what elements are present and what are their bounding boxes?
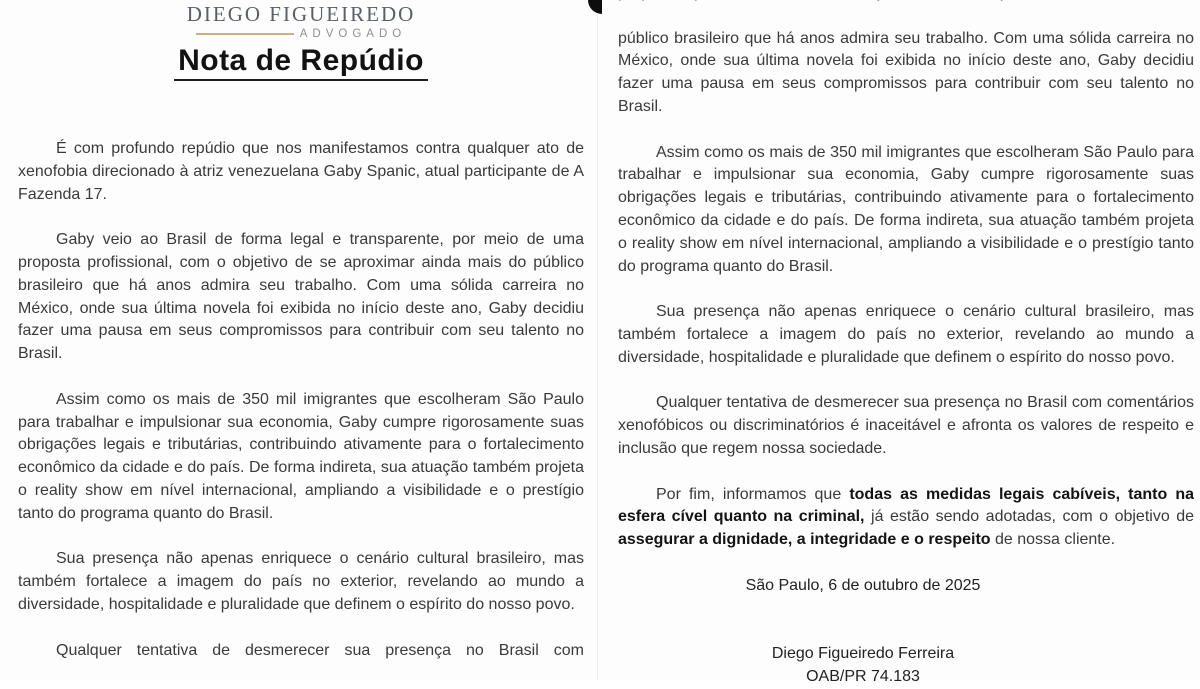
- date-line: São Paulo, 6 de outubro de 2025: [745, 576, 981, 594]
- law-firm-name: DIEGO FIGUEIREDO: [186, 2, 416, 26]
- closing-block: [618, 575, 1108, 689]
- gold-divider-line: [196, 33, 294, 35]
- paragraph: público brasileiro que há anos admira seu trabalho. Com uma sólida carreira no México, onde sua última novela foi exibida no início deste ano, Gaby decidiu fazer uma pausa em seus compromissos para contribuir com seu talento no Brasil.: [618, 29, 1194, 115]
- paragraph: É com profundo repúdio que nos manifestamos contra qualquer ato de xenofobia direcionado à atriz venezuelana Gaby Spanic, atual participante de A Fazenda 17.: [18, 140, 584, 203]
- clipped-paragraph-start: Qualquer tentativa de desmerecer sua presença no Brasil com: [56, 641, 584, 659]
- letterhead: [18, 2, 584, 81]
- paragraph: Qualquer tentativa de desmerecer sua presença no Brasil com comentários xenofóbicos ou discriminatórios é inaceitável e afronta os valores de respeito e inclusão que regem nossa sociedade.: [618, 394, 1194, 457]
- right-text-column: [618, 0, 1194, 689]
- right-paragraphs: [618, 28, 1194, 552]
- paragraph: Sua presença não apenas enriquece o cenário cultural brasileiro, mas também fortalece a imagem do país no exterior, revelando ao mundo a diversidade, hospitalidade e pluralidade que definem o espírito do nosso povo.: [18, 550, 584, 613]
- paragraph: Assim como os mais de 350 mil imigrantes que escolheram São Paulo para trabalhar e impulsionar sua economia, Gaby cumpre rigorosamente suas obrigações legais e tributárias, contribuindo ativamente para o fortalecimento econômico da cidade e do país. De forma indireta, sua atuação também projeta o reality show em nível internacional, ampliando a visibilidade e o prestígio tanto do programa quanto do Brasil.: [618, 143, 1194, 275]
- document-title: Nota de Repúdio: [174, 45, 428, 81]
- signature-oab: OAB/PR 74.183: [806, 667, 920, 685]
- paragraph: Gaby veio ao Brasil de forma legal e transparente, por meio de uma proposta profissional, com o objetivo de se aproximar ainda mais do público brasileiro que há anos admira seu trabalho. Com uma sólida carreira no México, onde sua última novela foi exibida no início deste ano, Gaby decidiu fazer uma pausa em seus compromissos para contribuir com seu talento no Brasil.: [18, 231, 584, 363]
- left-paragraphs: [18, 138, 584, 617]
- paragraph: Por fim, informamos que todas as medidas legais cabíveis, tanto na esfera cível quanto na criminal, já estão sendo adotadas, com o objetivo de assegurar a dignidade, a integridade e o respeito de nossa cliente.: [618, 485, 1195, 549]
- page-right: [618, 0, 1195, 685]
- left-text-column: [18, 138, 584, 685]
- paragraph: Assim como os mais de 350 mil imigrantes que escolheram São Paulo para trabalhar e impulsionar sua economia, Gaby cumpre rigorosamente suas obrigações legais e tributárias, contribuindo ativamente para o fortalecimento econômico da cidade e do país. De forma indireta, sua atuação também projeta o reality show em nível internacional, ampliando a visibilidade e o prestígio tanto do programa quanto do Brasil.: [18, 390, 584, 522]
- law-firm-subtitle: ADVOGADO: [299, 28, 407, 40]
- signature-block: [618, 643, 1108, 689]
- page-seam-line: [597, 0, 598, 680]
- clipped-paragraph-end: [618, 0, 1194, 5]
- paragraph: Sua presença não apenas enriquece o cenário cultural brasileiro, mas também fortalece a imagem do país no exterior, revelando ao mundo a diversidade, hospitalidade e pluralidade que definem o espírito do nosso povo.: [618, 303, 1194, 366]
- signature-name: Diego Figueiredo Ferreira: [771, 645, 955, 663]
- corner-artifact: [588, 0, 602, 14]
- law-firm-subtitle-row: [18, 28, 584, 40]
- page-left: [18, 0, 584, 680]
